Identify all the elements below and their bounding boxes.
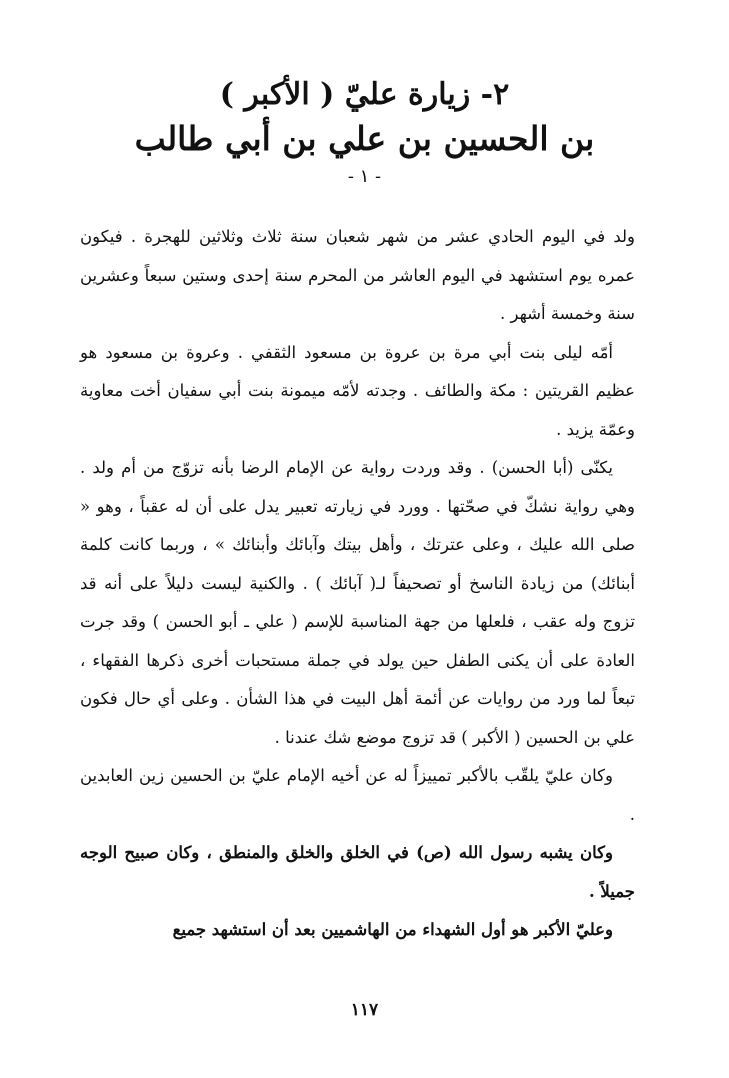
paragraph-kunya: يكنّى (أبا الحسن) . وقد وردت رواية عن الإمام الرضا بأنه تزوّج من أم ولد . وهي رواية نشكّ في صحّتها . وورد في زيارته تعبير يدل على أن له عقباً ، وهو « صلى الله عليك ، وعلى عترتك ، وأهل بيتك وآبائك وأبنائك » ، وربما كانت كلمة أبنائك) من زيادة الناسخ أو تصحيفاً لـ( آبائك ) . والكنية ليست دليلاً على أنه قد تزوج وله عقب ، فلعلها من جهة المناسبة للإسم ( علي ـ أبو الحسن ) وقد جرت العادة على أن يكنى الطفل حين يولد في جملة مستحبات أخرى ذكرها الفقهاء ، تبعاً لما ورد من روايات عن أئمة أهل البيت في هذا الشأن . وعلى أي حال فكون علي بن الحسين ( الأكبر ) قد تزوج موضع شك عندنا . xyxy=(80,458,635,747)
paragraph-title: وكان عليّ يلقّب بالأكبر تمييزاً له عن أخيه الإمام عليّ بن الحسين زين العابدين . xyxy=(80,766,635,824)
section-number: - ١ - xyxy=(347,166,382,187)
body-text xyxy=(80,218,635,950)
chapter-header xyxy=(60,74,669,190)
paragraph-resemblance: وكان يشبه رسول الله (ص) في الخلق والخلق والمنطق ، وكان صبيح الوجه جميلاً . xyxy=(80,843,635,901)
paragraph-first-martyr: وعليّ الأكبر هو أول الشهداء من الهاشميين بعد أن استشهد جميع xyxy=(172,920,613,939)
page-number: ١١٧ xyxy=(350,1000,379,1020)
chapter-title-line1: ٢- زيارة عليّ ( الأكبر ) xyxy=(219,77,510,112)
chapter-title-line2: بن الحسين بن علي بن أبي طالب xyxy=(134,119,595,158)
paragraph-birth: ولد في اليوم الحادي عشر من شهر شعبان سنة ثلاث وثلاثين للهجرة . فيكون عمره يوم استشهد في اليوم العاشر من المحرم سنة إحدى وستين سبعاً وعشرين سنة وخمسة أشهر . xyxy=(80,227,635,323)
paragraph-mother: أمّه ليلى بنت أبي مرة بن عروة بن مسعود الثقفي . وعروة بن مسعود هو عظيم القريتين : مكة والطائف . وجدته لأمّه ميمونة بنت أبي سفيان أخت معاوية وعمّة يزيد . xyxy=(80,342,635,439)
